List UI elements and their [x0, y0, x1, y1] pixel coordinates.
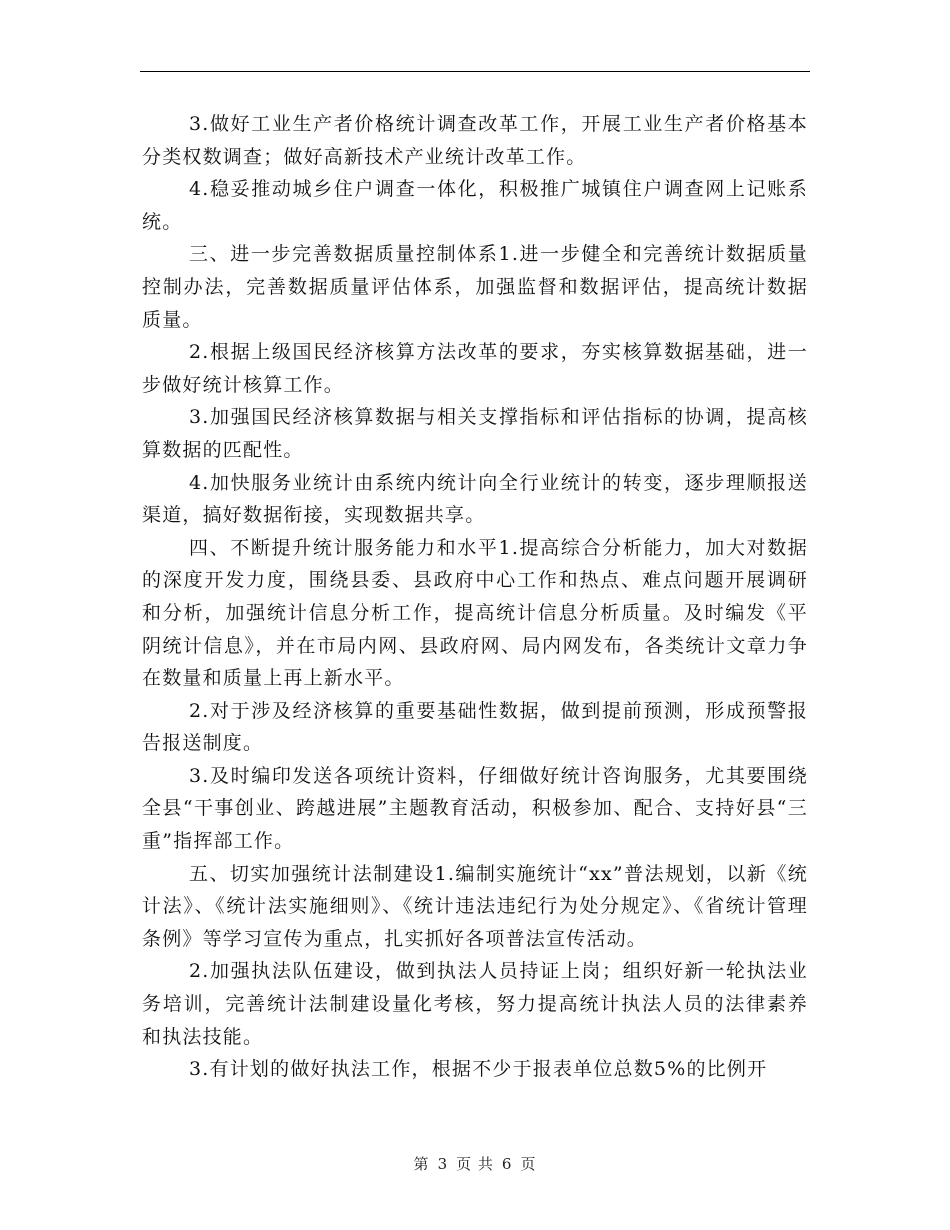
paragraph: 2.根据上级国民经济核算方法改革的要求，夯实核算数据基础，进一步做好统计核算工作。 [142, 341, 808, 396]
paragraph: 4.加快服务业统计由系统内统计向全行业统计的转变，逐步理顺报送渠道，搞好数据衔接，实现数据共享。 [142, 471, 808, 527]
footer-suffix: 页 [520, 1155, 537, 1173]
footer-prefix: 第 [413, 1155, 430, 1173]
paragraph: 3.及时编印发送各项统计资料，仔细做好统计咨询服务，尤其要围绕全县“干事创业、跨越进展”主题教育活动，积极参加、配合、支持好县“三重”指挥部工作。 [142, 764, 808, 853]
paragraph: 2.对于涉及经济核算的重要基础性数据，做到提前预测，形成预警报告报送制度。 [142, 699, 808, 755]
paragraph: 4.稳妥推动城乡住户调查一体化，积极推广城镇住户调查网上记账系统。 [142, 178, 808, 233]
paragraph: 2.加强执法队伍建设，做到执法人员持证上岗；组织好新一轮执法业务培训，完善统计法制建设量化考核，努力提高统计执法人员的法律素养和执法技能。 [142, 960, 808, 1048]
footer-page-number: 3 [437, 1155, 449, 1173]
paragraph: 3.加强国民经济核算数据与相关支撑指标和评估指标的协调，提高核算数据的匹配性。 [142, 406, 808, 461]
header-rule [140, 71, 810, 72]
paragraph: 三、进一步完善数据质量控制体系1.进一步健全和完善统计数据质量控制办法，完善数据质量评估体系，加强监督和数据评估，提高统计数据质量。 [142, 243, 808, 331]
page-footer [0, 1153, 950, 1174]
paragraph: 3.做好工业生产者价格统计调查改革工作，开展工业生产者价格基本分类权数调查；做好高新技术产业统计改革工作。 [142, 113, 808, 168]
paragraph: 3.有计划的做好执法工作，根据不少于报表单位总数5%的比例开 [189, 1058, 768, 1081]
footer-middle: 页 共 [456, 1155, 494, 1173]
paragraph: 四、不断提升统计服务能力和水平1.提高综合分析能力，加大对数据的深度开发力度，围绕县委、县政府中心工作和热点、难点问题开展调研和分析，加强统计信息分析工作，提高统计信息分析质量。及时编发《平阴统计信息》，并在市局内网、县政府网、局内网发布，各类统计文章力争在数量和质量上再上新水平。 [142, 536, 808, 690]
footer-total-pages: 6 [501, 1155, 513, 1173]
paragraph: 五、切实加强统计法制建设1.编制实施统计“xx”普法规划，以新《统计法》、《统计法实施细则》、《统计违法违纪行为处分规定》、《省统计管理条例》等学习宣传为重点，扎实抓好各项普法宣传活动。 [142, 862, 808, 950]
body-text [142, 108, 808, 1086]
